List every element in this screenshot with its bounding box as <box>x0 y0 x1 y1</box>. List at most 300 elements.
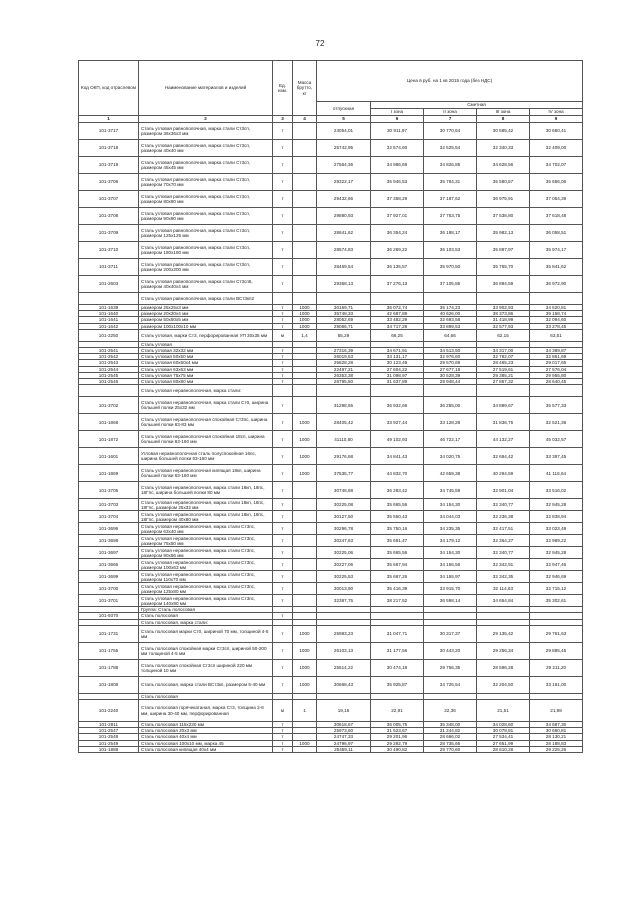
table-row <box>79 276 583 293</box>
row-zone-3-price: 35 765,70 <box>477 259 530 276</box>
row-code: 101-3710 <box>79 242 139 259</box>
row-mass <box>293 535 317 547</box>
row-unit: т <box>273 366 293 372</box>
row-mass: 1000 <box>293 448 317 465</box>
table-row <box>79 535 583 547</box>
table-row <box>79 547 583 559</box>
row-zone-3-price: 32 114,63 <box>477 583 530 595</box>
row-zone-1-price: 34 841,43 <box>371 448 424 465</box>
row-mass: 1000 <box>293 305 317 311</box>
row-code: 101-2250 <box>79 329 139 341</box>
row-mass <box>293 397 317 414</box>
row-name: Сталь угловая неравнополочная, марка стали: <box>139 385 273 397</box>
row-zone-1-price: 35 665,56 <box>371 547 424 559</box>
row-zone-1-price: 29 292,79 <box>371 740 424 746</box>
row-mass <box>293 523 317 535</box>
row-code: 101-2541 <box>79 348 139 354</box>
row-zone-3-price: 32 342,91 <box>477 559 530 571</box>
row-name: Сталь угловая неравнополочная спокойная 18сп, ширина большей полки 63-160 мм <box>139 431 273 448</box>
row-zone-1-price: 30 911,97 <box>371 123 424 140</box>
row-zone-2-price: 34 156,56 <box>424 559 477 571</box>
row-unit: т <box>273 360 293 366</box>
row-zone-3-price: 32 417,51 <box>477 523 530 535</box>
row-release-price: 25459,11 <box>317 746 371 752</box>
row-release-price: 30247,63 <box>317 535 371 547</box>
row-release-price: 26353,38 <box>317 372 371 378</box>
table-row <box>79 174 583 191</box>
row-name: Сталь угловая неравнополочная, марка стали Ст0, ширина большей полки 25х32 мм <box>139 397 273 414</box>
row-mass <box>293 385 317 397</box>
row-zone-4-price: 30 660,81 <box>530 728 583 734</box>
row-name: Сталь угловая неравнополочная, марка стали Ст3пс, размером 90х56 мм <box>139 547 273 559</box>
row-code: 101-3706 <box>79 174 139 191</box>
row-zone-3-price: 31 418,99 <box>477 317 530 323</box>
row-name: Группа: Сталь полосовая <box>139 607 273 613</box>
row-zone-4-price: 29 955,80 <box>530 372 583 378</box>
row-zone-4-price: 45 032,57 <box>530 431 583 448</box>
table-row <box>79 523 583 535</box>
row-zone-4-price: 32 969,22 <box>530 535 583 547</box>
row-zone-3-price: 32 204,50 <box>477 676 530 693</box>
row-code: 101-1755 <box>79 642 139 659</box>
row-release-price: 30748,68 <box>317 482 371 499</box>
row-unit: т <box>273 242 293 259</box>
row-name: Сталь угловая <box>139 341 273 347</box>
row-zone-4-price: 29 885,45 <box>530 642 583 659</box>
row-zone-2-price: 34 154,30 <box>424 499 477 511</box>
row-zone-2-price: 28 735,66 <box>424 740 477 746</box>
row-zone-1-price: 31 177,56 <box>371 642 424 659</box>
row-mass: 1000 <box>293 465 317 482</box>
row-unit: т <box>273 208 293 225</box>
row-name: Сталь полосовая, марка стали: <box>139 619 273 625</box>
row-zone-4-price: 32 946,69 <box>530 571 583 583</box>
row-mass: 1000 <box>293 659 317 676</box>
row-zone-1-price: 36 005,75 <box>371 722 424 728</box>
row-release-price <box>317 385 371 397</box>
row-unit: т <box>273 559 293 571</box>
row-mass: 1000 <box>293 317 317 323</box>
row-name: Сталь угловая неравнополочная, марка стали Ст3пс, размером 75х50 мм <box>139 535 273 547</box>
row-zone-3-price: 33 902,93 <box>477 305 530 311</box>
row-mass: 1000 <box>293 676 317 693</box>
row-zone-4-price: 35 974,17 <box>530 242 583 259</box>
row-name: Сталь угловая равнополочная, марка стали Ст3сп, размером 40х40 мм <box>139 140 273 157</box>
row-zone-1-price: 36 072,74 <box>371 305 424 311</box>
row-unit: т <box>273 372 293 378</box>
row-code: 101-2240 <box>79 700 139 722</box>
table-row <box>79 329 583 341</box>
row-zone-1-price: 35 416,39 <box>371 583 424 595</box>
row-release-price: 31298,65 <box>317 397 371 414</box>
row-zone-4-price: 28 130,21 <box>530 734 583 740</box>
row-code: 101-1808 <box>79 676 139 693</box>
row-code: 101-3707 <box>79 191 139 208</box>
row-name: Сталь полосовая марки Ст0, шириной 70 мм, толщиной 4-5 мм <box>139 625 273 642</box>
row-zone-3-price: 28 610,28 <box>477 746 530 752</box>
row-release-price: 24796,97 <box>317 740 371 746</box>
row-unit: т <box>273 659 293 676</box>
row-zone-3-price: 27 534,41 <box>477 734 530 740</box>
header-zone-1: I зона <box>371 109 424 116</box>
row-zone-1-price: 35 665,56 <box>371 499 424 511</box>
row-zone-1-price: 33 131,17 <box>371 354 424 360</box>
row-release-price: 28641,62 <box>317 225 371 242</box>
row-unit: т <box>273 348 293 354</box>
table-row <box>79 259 583 276</box>
row-code: 101-2603 <box>79 276 139 293</box>
row-unit: т <box>273 174 293 191</box>
row-code: 101-3666 <box>79 559 139 571</box>
row-name: Сталь угловая равнополочная, марка стали Ст3сп5, размером 40х40х4 мм <box>139 276 273 293</box>
row-code: 101-3697 <box>79 547 139 559</box>
row-mass <box>293 547 317 559</box>
row-release-price: 30618,67 <box>317 722 371 728</box>
row-release-price: 30225,06 <box>317 547 371 559</box>
row-release-price: 29322,17 <box>317 174 371 191</box>
row-release-price: 25973,60 <box>317 728 371 734</box>
row-code: 101-1642 <box>79 323 139 329</box>
row-zone-3-price: 34 654,84 <box>477 595 530 607</box>
row-name: Сталь угловая неравнополочная, марка стали Ст3пс, размером 110х70 мм <box>139 571 273 583</box>
table-row <box>79 700 583 722</box>
row-zone-1-price <box>371 293 424 305</box>
row-zone-3-price: 29 385,21 <box>477 372 530 378</box>
table-row <box>79 431 583 448</box>
price-table <box>78 60 583 753</box>
row-code: 101-1788 <box>79 659 139 676</box>
row-zone-3-price: 34 317,00 <box>477 348 530 354</box>
row-release-price: 30225,53 <box>317 571 371 583</box>
row-mass: 1000 <box>293 740 317 746</box>
row-unit: т <box>273 523 293 535</box>
row-zone-4-price: 33 023,48 <box>530 523 583 535</box>
row-zone-2-price: 22,36 <box>424 700 477 722</box>
row-release-price: 28405,42 <box>317 414 371 431</box>
row-zone-3-price: 32 782,07 <box>477 354 530 360</box>
row-zone-3-price: 36 975,91 <box>477 191 530 208</box>
row-zone-1-price: 36 135,57 <box>371 259 424 276</box>
column-index: 1 <box>79 116 139 123</box>
row-zone-2-price: 37 753,75 <box>424 208 477 225</box>
row-name: Сталь угловая неравнополочная, марка стали Ст3пс, размером 100х63 мм <box>139 559 273 571</box>
row-name: Сталь полосовая <box>139 693 273 699</box>
row-zone-1-price: 32 574,60 <box>371 140 424 157</box>
row-mass <box>293 293 317 305</box>
row-unit: т <box>273 535 293 547</box>
row-zone-3-price: 32 577,93 <box>477 323 530 329</box>
row-unit: т <box>273 431 293 448</box>
row-name: Сталь полосовая 100х10 мм, марка 45 <box>139 740 273 746</box>
row-release-price: 28574,83 <box>317 242 371 259</box>
row-zone-2-price: 29 756,35 <box>424 659 477 676</box>
price-table-body <box>79 123 583 753</box>
row-release-price: 30225,08 <box>317 499 371 511</box>
row-zone-4-price: 34 389,87 <box>530 348 583 354</box>
row-zone-4-price: 32 409,00 <box>530 140 583 157</box>
row-zone-4-price: 32 094,60 <box>530 317 583 323</box>
row-code <box>79 385 139 397</box>
row-zone-4-price: 34 702,07 <box>530 157 583 174</box>
row-mass <box>293 242 317 259</box>
column-index: 2 <box>139 116 273 123</box>
row-zone-1-price: 35 667,26 <box>371 571 424 583</box>
row-unit: т <box>273 276 293 293</box>
column-index: 7 <box>424 116 477 123</box>
row-zone-2-price: 36 188,17 <box>424 225 477 242</box>
row-name: размером 100х100х10 мм <box>139 323 273 329</box>
row-zone-4-price: 33 397,45 <box>530 448 583 465</box>
row-unit: т <box>273 414 293 431</box>
row-release-price: 24054,01 <box>317 123 371 140</box>
row-zone-2-price: 32 976,60 <box>424 354 477 360</box>
row-zone-4-price <box>530 385 583 397</box>
row-unit: т <box>273 225 293 242</box>
row-code: 101-1868 <box>79 414 139 431</box>
row-mass: 1000 <box>293 414 317 431</box>
page-number: 72 <box>315 39 325 48</box>
row-name: Сталь угловая 50х50 мм <box>139 354 273 360</box>
row-zone-2-price: 33 915,70 <box>424 583 477 595</box>
row-zone-3-price: 28 465,23 <box>477 360 530 366</box>
header-estimate: Сметная <box>371 102 583 109</box>
row-name: Сталь угловая равнополочная, марка стали Ст3сп, размером 125х125 мм <box>139 225 273 242</box>
row-unit: т <box>273 448 293 465</box>
row-zone-4-price: 35 577,33 <box>530 397 583 414</box>
row-code: 101-3719 <box>79 157 139 174</box>
table-row <box>79 499 583 511</box>
row-release-price: 35748,33 <box>317 311 371 317</box>
row-zone-2-price: 40 626,00 <box>424 311 477 317</box>
row-mass <box>293 511 317 523</box>
row-zone-4-price: 32 945,28 <box>530 547 583 559</box>
row-zone-1-price: 34 671,91 <box>371 348 424 354</box>
row-release-price: 30013,90 <box>317 583 371 595</box>
column-index: 4 <box>293 116 317 123</box>
row-zone-1-price: 38 217,52 <box>371 595 424 607</box>
row-zone-4-price: 37 054,39 <box>530 191 583 208</box>
row-zone-3-price: 28 596,28 <box>477 659 530 676</box>
row-code: 101-2549 <box>79 740 139 746</box>
row-release-price: 29066,71 <box>317 323 371 329</box>
row-zone-3-price: 62,15 <box>477 329 530 341</box>
row-zone-4-price: 32 715,12 <box>530 583 583 595</box>
row-zone-2-price <box>424 293 477 305</box>
row-name: Сталь угловая равнополочная, марка стали Ст3сп, размером 70х70 мм <box>139 174 273 191</box>
row-zone-3-price: 35 982,13 <box>477 225 530 242</box>
table-row <box>79 242 583 259</box>
row-name: Сталь угловая 63х63 мм <box>139 366 273 372</box>
row-zone-4-price: 27 576,04 <box>530 366 583 372</box>
row-zone-3-price <box>477 385 530 397</box>
row-code: 101-1640 <box>79 311 139 317</box>
table-row <box>79 225 583 242</box>
row-zone-4-price: 29 211,20 <box>530 659 583 676</box>
row-release-price: 30296,78 <box>317 523 371 535</box>
header-name: Наименование материалов и изделий <box>139 61 273 116</box>
row-zone-1-price: 66,25 <box>371 329 424 341</box>
row-name: Сталь угловая неравнополочная, марка стали Ст3пс, размером 140х90 мм <box>139 595 273 607</box>
table-row <box>79 482 583 499</box>
row-code: 101-3699 <box>79 571 139 583</box>
column-index: 3 <box>273 116 293 123</box>
row-zone-3-price: 35 580,57 <box>477 174 530 191</box>
row-unit: т <box>273 465 293 482</box>
row-name: Сталь полосовая 115х230 мм <box>139 722 273 728</box>
row-release-price: 30159,71 <box>317 305 371 311</box>
row-name: Сталь угловая равнополочная, марка стали ВСт3кп2 <box>139 293 273 305</box>
row-unit: т <box>273 511 293 523</box>
row-zone-1-price: 30 474,18 <box>371 659 424 676</box>
row-mass <box>293 123 317 140</box>
row-name: Сталь полосовая спокойная Ст3сп шириной 220 мм толщиной 10 мм <box>139 659 273 676</box>
row-code: 101-1888 <box>79 746 139 752</box>
row-zone-3-price: 32 694,42 <box>477 448 530 465</box>
row-zone-2-price: 46 722,17 <box>424 431 477 448</box>
row-name: Сталь угловая 32х32 мм <box>139 348 273 354</box>
row-zone-3-price: 32 364,27 <box>477 535 530 547</box>
row-release-price: 29432,66 <box>317 191 371 208</box>
row-name: размером 25х25х3 мм <box>139 305 273 311</box>
row-mass <box>293 499 317 511</box>
row-zone-1-price: 42 687,89 <box>371 311 424 317</box>
row-zone-2-price: 32 525,54 <box>424 140 477 157</box>
row-release-price: 30668,43 <box>317 676 371 693</box>
row-mass <box>293 583 317 595</box>
table-row <box>79 571 583 583</box>
row-zone-1-price: 35 550,43 <box>371 511 424 523</box>
row-zone-3-price: 21,51 <box>477 700 530 722</box>
row-zone-4-price: 35 656,06 <box>530 174 583 191</box>
row-zone-3-price: 35 897,97 <box>477 242 530 259</box>
row-zone-2-price: 30 443,20 <box>424 642 477 659</box>
row-zone-2-price: 34 826,85 <box>424 157 477 174</box>
row-zone-3-price: 31 836,75 <box>477 414 530 431</box>
row-name: Сталь полосовая, марка стали ВСт3кп, размером 5-40 мм <box>139 676 273 693</box>
row-zone-2-price: 34 044,03 <box>424 511 477 523</box>
row-unit: т <box>273 595 293 607</box>
row-name: Сталь полосовая горячекатаная, марка Ст3, толщина 2-6 мм, ширина 30-40 мм, перфорированная <box>139 700 273 722</box>
row-zone-3-price <box>477 293 530 305</box>
table-row <box>79 583 583 595</box>
row-zone-2-price: 34 154,30 <box>424 547 477 559</box>
row-name: Сталь угловая неравнополочная, марка стали Ст3пс, размером 63х40 мм <box>139 523 273 535</box>
row-name: Сталь угловая неравнополочная кипящая 18кп, ширина большей полки 63-160 мм <box>139 465 273 482</box>
row-code: 101-3698 <box>79 535 139 547</box>
row-zone-4-price <box>530 293 583 305</box>
row-name: Сталь угловая равнополочная, марка стали Ст3сп, размером 180х180 мм <box>139 242 273 259</box>
row-mass <box>293 595 317 607</box>
table-row <box>79 511 583 523</box>
row-zone-2-price: 28 666,02 <box>424 734 477 740</box>
row-zone-3-price: 27 867,32 <box>477 379 530 385</box>
row-name: Сталь угловая 60х60х4 мм <box>139 360 273 366</box>
row-code: 101-3705 <box>79 482 139 499</box>
row-name: Сталь угловая неравнополочная, марка стали Ст3пс, размером 125х80 мм <box>139 583 273 595</box>
row-zone-1-price: 36 932,66 <box>371 397 424 414</box>
table-row <box>79 385 583 397</box>
header-mass: Масса брутто, кг <box>293 61 317 116</box>
row-code <box>79 293 139 305</box>
row-zone-1-price <box>371 385 424 397</box>
row-zone-1-price: 36 354,24 <box>371 225 424 242</box>
row-zone-1-price: 37 927,01 <box>371 208 424 225</box>
table-row <box>79 746 583 752</box>
row-unit: т <box>273 140 293 157</box>
row-release-price: 27564,36 <box>317 157 371 174</box>
row-zone-3-price: 44 132,27 <box>477 431 530 448</box>
row-code: 101-3708 <box>79 208 139 225</box>
row-mass <box>293 482 317 499</box>
row-zone-4-price: 36 058,51 <box>530 225 583 242</box>
row-zone-1-price: 36 269,22 <box>371 242 424 259</box>
row-mass <box>293 225 317 242</box>
row-zone-2-price: 33 899,53 <box>424 323 477 329</box>
row-zone-3-price: 37 538,80 <box>477 208 530 225</box>
row-release-price: 25514,22 <box>317 659 371 676</box>
row-release-price: 29880,93 <box>317 208 371 225</box>
row-name: Сталь угловая, марки Ст3, перфорированная УП 30х35 мм <box>139 329 273 341</box>
row-unit: т <box>273 323 293 329</box>
row-release-price: 41110,80 <box>317 431 371 448</box>
row-name: Сталь угловая равнополочная, марка стали Ст3сп, размером 200х200 мм <box>139 259 273 276</box>
row-code: 101-2546 <box>79 379 139 385</box>
row-zone-4-price: 41 116,64 <box>530 465 583 482</box>
column-index: 9 <box>530 116 583 123</box>
row-name: Сталь угловая неравнополочная, марка стали 18кп, 18пс, 18Гпс, ширина большей полки 80 мм <box>139 482 273 499</box>
row-code: 101-1601 <box>79 448 139 465</box>
row-zone-3-price: 36 894,59 <box>477 276 530 293</box>
row-zone-2-price: 34 235,35 <box>424 523 477 535</box>
row-code: 101-1731 <box>79 625 139 642</box>
row-release-price: 24747,33 <box>317 734 371 740</box>
row-zone-1-price: 27 604,22 <box>371 366 424 372</box>
row-release-price: 32387,75 <box>317 595 371 607</box>
row-name: Сталь угловая равнополочная, марка стали Ст3сп, размером 80х80 мм <box>139 191 273 208</box>
row-zone-1-price: 35 750,16 <box>371 523 424 535</box>
row-name: Сталь угловая 80х80 мм <box>139 379 273 385</box>
row-release-price: 19,15 <box>317 700 371 722</box>
row-zone-1-price: 35 667,94 <box>371 559 424 571</box>
row-zone-1-price: 30 123,49 <box>371 360 424 366</box>
row-release-price: 55,29 <box>317 329 371 341</box>
row-name: Сталь угловая неравнополочная спокойная Ст3пс, ширина большей полки 63-83 мм <box>139 414 273 431</box>
row-code: 101-2811 <box>79 722 139 728</box>
row-zone-3-price: 34 899,67 <box>477 397 530 414</box>
table-row <box>79 642 583 659</box>
row-zone-4-price: 33 278,45 <box>530 323 583 329</box>
header-release: отпускная <box>317 102 371 116</box>
row-name: размером 20х20х4 мм <box>139 311 273 317</box>
row-zone-2-price: 29 570,69 <box>424 360 477 366</box>
row-mass: 1 <box>293 700 317 722</box>
row-zone-2-price: 34 179,12 <box>424 535 477 547</box>
row-zone-1-price: 35 946,53 <box>371 174 424 191</box>
row-zone-1-price: 36 283,42 <box>371 482 424 499</box>
row-mass: 1000 <box>293 625 317 642</box>
row-zone-1-price: 22,91 <box>371 700 424 722</box>
row-release-price: 37535,77 <box>317 465 371 482</box>
column-index: 5 <box>317 116 371 123</box>
row-mass <box>293 276 317 293</box>
row-mass: 1,4 <box>293 329 317 341</box>
row-mass <box>293 174 317 191</box>
row-zone-2-price: 42 659,38 <box>424 465 477 482</box>
row-zone-4-price: 32 521,36 <box>530 414 583 431</box>
row-zone-2-price: 30 528,39 <box>424 372 477 378</box>
row-unit: т <box>273 734 293 740</box>
row-unit: т <box>273 482 293 499</box>
